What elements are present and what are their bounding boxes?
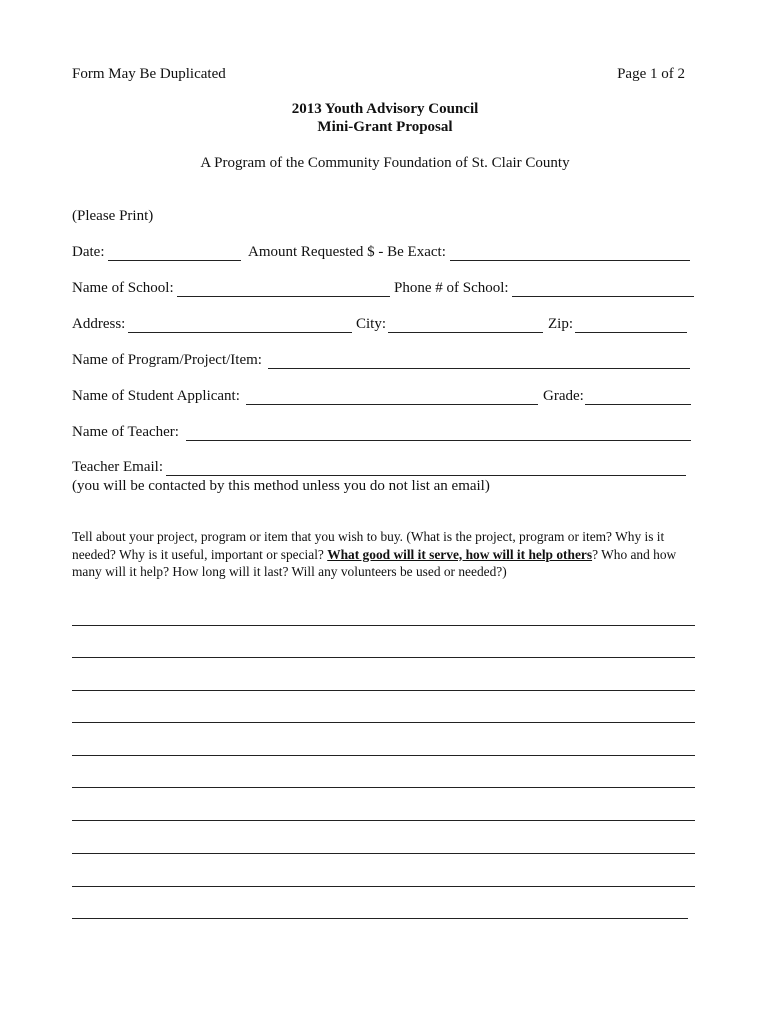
date-label: Date:: [72, 244, 105, 260]
student-grade-row: [72, 388, 692, 408]
writing-line[interactable]: [72, 755, 695, 756]
writing-line[interactable]: [72, 722, 695, 723]
form-title: 2013 Youth Advisory Council: [291, 101, 479, 117]
address-field[interactable]: [128, 332, 352, 333]
date-field[interactable]: [108, 260, 241, 261]
student-field[interactable]: [246, 404, 538, 405]
teacher-label: Name of Teacher:: [72, 424, 179, 440]
zip-label: Zip:: [548, 316, 573, 332]
writing-line[interactable]: [72, 787, 695, 788]
writing-line[interactable]: [72, 690, 695, 691]
prompt-emphasis: What good will it serve, how will it help others: [327, 546, 593, 562]
address-label: Address:: [72, 316, 126, 332]
address-row: [72, 316, 692, 336]
teacher-email-row: [72, 459, 692, 479]
phone-label: Phone # of School:: [394, 280, 509, 296]
grade-field[interactable]: [585, 404, 691, 405]
writing-line[interactable]: [72, 625, 695, 626]
print-instruction: (Please Print): [72, 208, 154, 224]
teacher-email-label: Teacher Email:: [72, 459, 163, 475]
program-label: Name of Program/Project/Item:: [72, 352, 262, 368]
school-label: Name of School:: [72, 280, 174, 296]
prompt-text-start: Tell about your project, program or item that you wish to buy. (What is the project, program or item? Why is it needed? Why is it useful, important or special?: [72, 529, 665, 562]
student-label: Name of Student Applicant:: [72, 388, 240, 404]
school-field[interactable]: [177, 296, 390, 297]
program-statement: A Program of the Community Foundation of St. Clair County: [200, 155, 570, 171]
writing-line[interactable]: [72, 918, 688, 919]
phone-field[interactable]: [512, 296, 694, 297]
prompt-text-end: ? Who and how many will it help? How long will it last? Will any volunteers be used or needed?): [72, 546, 677, 579]
header-page-number: Page 1 of 2: [617, 66, 685, 82]
school-phone-row: [72, 280, 692, 300]
project-description-prompt: [72, 528, 698, 581]
program-row: [72, 352, 692, 372]
teacher-email-field[interactable]: [166, 475, 686, 476]
form-subtitle: Mini-Grant Proposal: [317, 119, 453, 135]
city-field[interactable]: [388, 332, 543, 333]
amount-field[interactable]: [450, 260, 690, 261]
writing-line[interactable]: [72, 657, 695, 658]
writing-line[interactable]: [72, 853, 695, 854]
teacher-field[interactable]: [186, 440, 691, 441]
date-amount-row: [72, 244, 692, 264]
city-label: City:: [356, 316, 387, 332]
email-contact-note: (you will be contacted by this method unless you do not list an email): [72, 478, 490, 494]
zip-field[interactable]: [575, 332, 687, 333]
teacher-row: [72, 424, 692, 444]
grade-label: Grade:: [543, 388, 584, 404]
writing-line[interactable]: [72, 886, 695, 887]
writing-line[interactable]: [72, 820, 695, 821]
program-field[interactable]: [268, 368, 690, 369]
header-duplicated-note: Form May Be Duplicated: [72, 66, 226, 82]
amount-label: Amount Requested $ - Be Exact:: [248, 244, 446, 260]
